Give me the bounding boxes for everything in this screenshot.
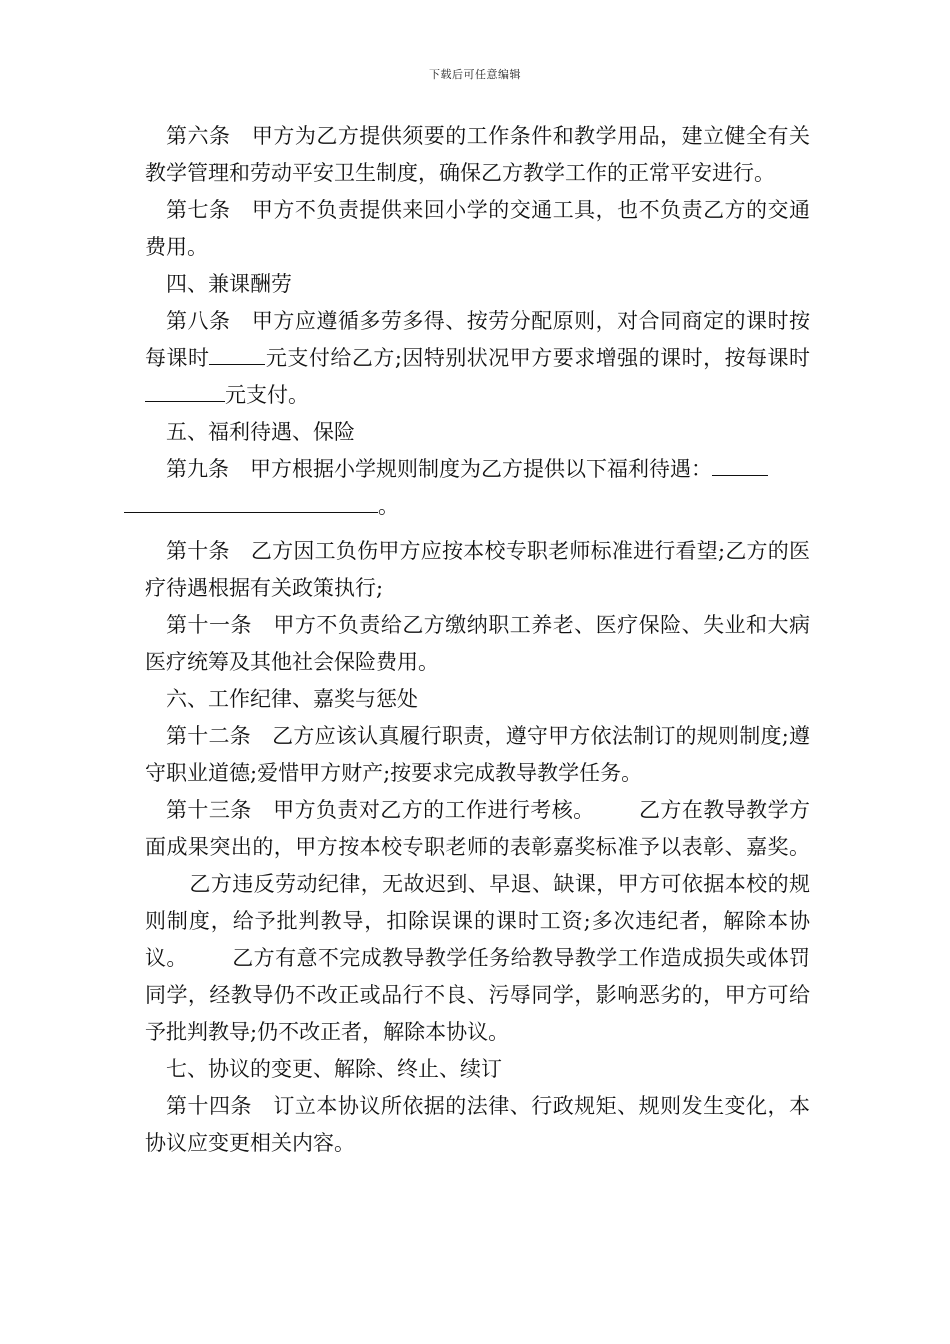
fill-blank[interactable] (124, 490, 378, 513)
article-text: 甲方应遵循多劳多得、按劳分配原则，对合同商定的课时按每课时 (145, 309, 811, 370)
article-text: 。 (378, 494, 399, 518)
article-12 (145, 718, 810, 792)
article-label: 第十二条 (166, 724, 251, 748)
article-13 (145, 792, 810, 1051)
article-text: 乙方应该认真履行职责，遵守甲方依法制订的规则制度;遵守职业道德;爱惜甲方财产;按要求完成教导教学任务。 (145, 724, 811, 785)
article-text: 乙方因工负伤甲方应按本校专职老师标准进行看望;乙方的医疗待遇根据有关政策执行; (145, 539, 811, 600)
article-text: 乙方违反劳动纪律，无故迟到、早退、缺课，甲方可依据本校的规则制度，给予批判教导，扣除误课的课时工资;多次违纪者，解除本协议。 (145, 872, 810, 970)
article-text: 甲方根据小学规则制度为乙方提供以下福利待遇： (250, 457, 712, 481)
article-7 (145, 192, 810, 266)
fill-blank[interactable] (209, 342, 265, 365)
fill-blank[interactable] (712, 453, 768, 476)
article-text: 元支付。 (225, 383, 309, 407)
article-text: 甲方不负责提供来回小学的交通工具，也不负责乙方的交通费用。 (145, 198, 811, 259)
article-text: 订立本协议所依据的法律、行政规矩、规则发生变化，本协议应变更相关内容。 (145, 1094, 811, 1155)
article-label: 第十四条 (166, 1094, 252, 1118)
article-text: 元支付给乙方;因特别状况甲方要求增强的课时，按每课时 (265, 346, 811, 370)
section-heading-4: 四、兼课酬劳 (166, 272, 292, 296)
fill-blank[interactable] (145, 379, 225, 402)
section-heading-5: 五、福利待遇、保险 (166, 420, 355, 444)
article-text: 甲方不负责给乙方缴纳职工养老、医疗保险、失业和大病医疗统筹及其他社会保险费用。 (145, 613, 811, 674)
article-label: 第六条 (166, 124, 231, 148)
article-label: 第十三条 (166, 798, 252, 822)
document-body (145, 118, 810, 1162)
article-14 (145, 1088, 810, 1162)
article-10 (145, 533, 810, 607)
article-8 (145, 303, 810, 414)
article-label: 第七条 (166, 198, 231, 222)
article-6 (145, 118, 810, 192)
article-text: 甲方负责对乙方的工作进行考核。 (272, 798, 595, 822)
article-label: 第十条 (166, 539, 230, 563)
page-header: 下载后可任意编辑 (429, 68, 521, 81)
section-heading-7: 七、协议的变更、解除、终止、续订 (166, 1057, 502, 1081)
section-heading-6: 六、工作纪律、嘉奖与惩处 (166, 687, 418, 711)
article-text: 乙方在教导教学方面成果突出的，甲方按本校专职老师的表彰嘉奖标准予以表彰、嘉奖。 (145, 798, 811, 859)
article-text: 乙方有意不完成教导教学任务给教导教学工作造成损失或体罚同学，经教导仍不改正或品行不良、污辱同学，影响恶劣的，甲方可给予批判教导;仍不改正者，解除本协议。 (145, 946, 810, 1044)
article-text: 甲方为乙方提供须要的工作条件和教学用品，建立健全有关教学管理和劳动平安卫生制度，确保乙方教学工作的正常平安进行。 (145, 124, 811, 185)
article-11 (145, 607, 810, 681)
article-label: 第十一条 (166, 613, 252, 637)
article-label: 第八条 (166, 309, 231, 333)
article-9 (145, 451, 810, 525)
article-label: 第九条 (166, 457, 229, 481)
